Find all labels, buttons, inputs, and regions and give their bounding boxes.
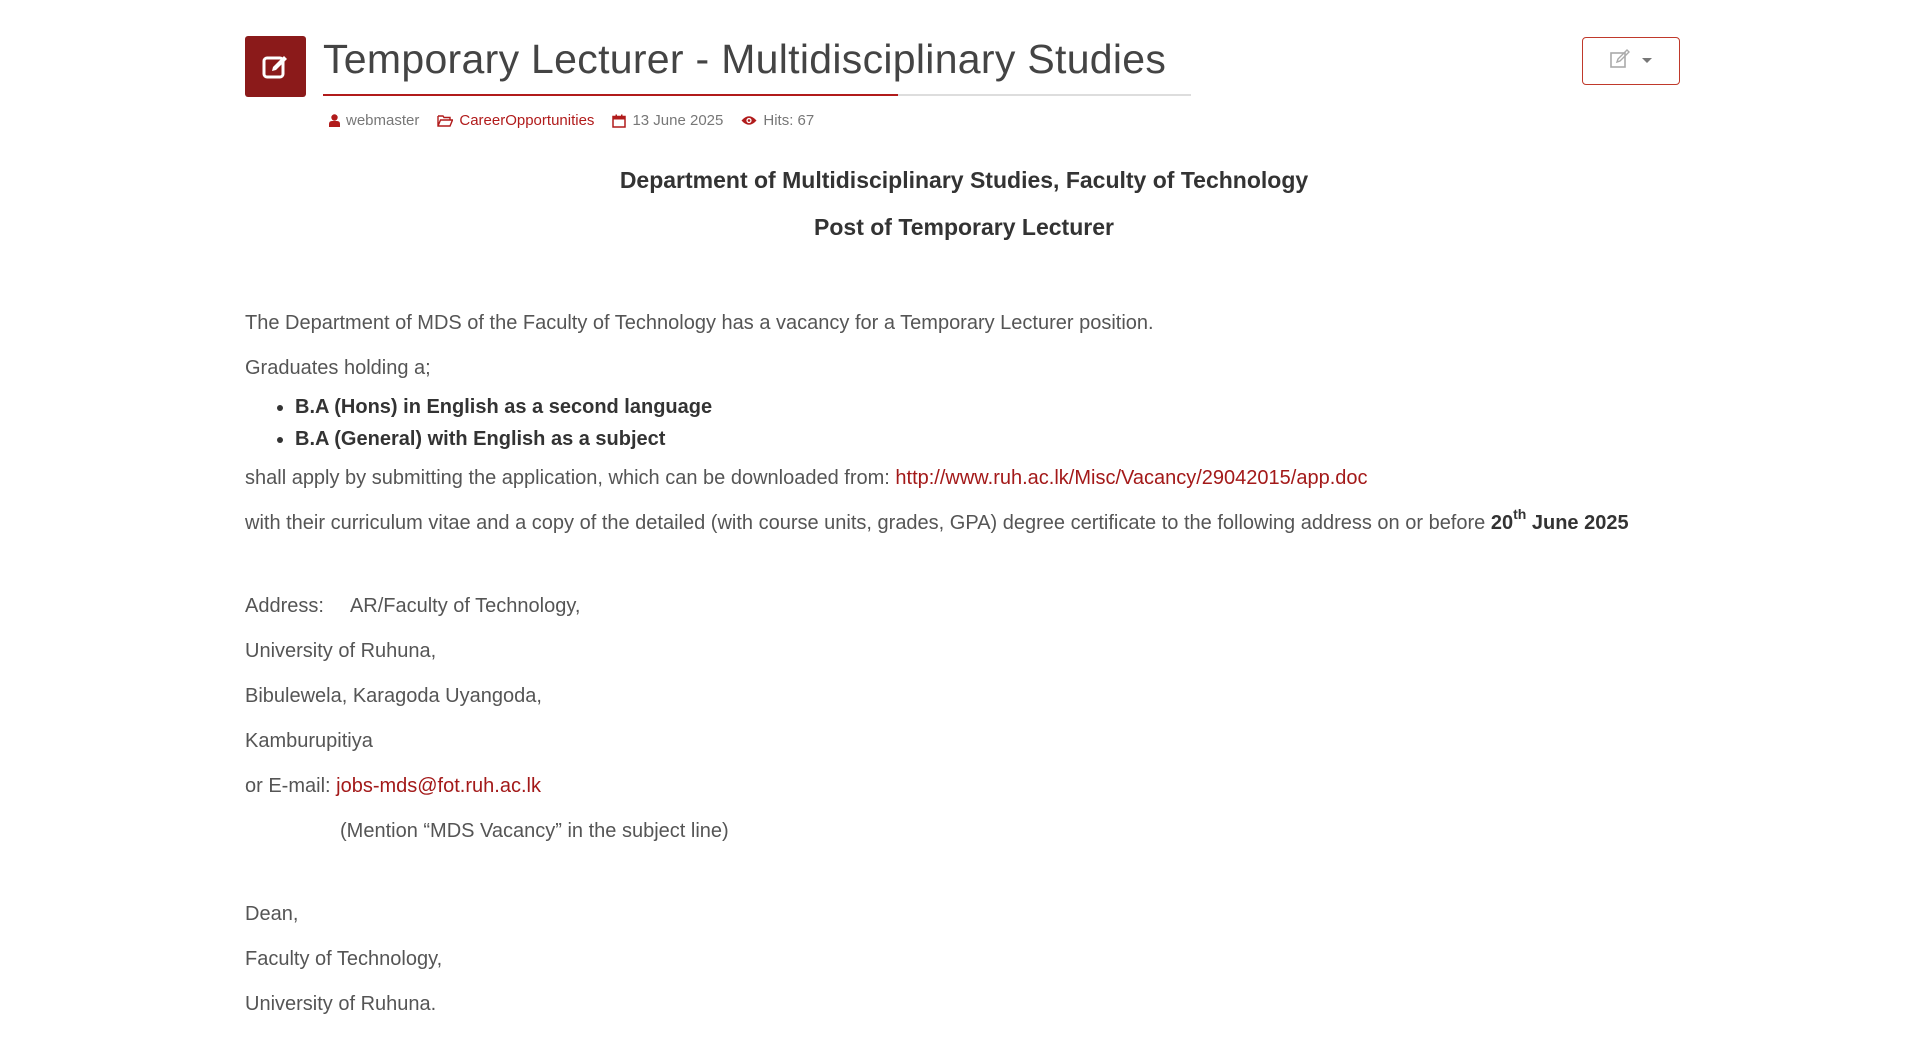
deadline-suffix: th (1513, 506, 1527, 523)
address-line-2: University of Ruhuna, (245, 640, 437, 662)
address-line-4: Kamburupitiya (245, 730, 373, 752)
meta-author (329, 112, 419, 129)
department-heading: Department of Multidisciplinary Studies, Faculty of Technology (619, 167, 1309, 193)
cv-paragraph (245, 506, 1683, 537)
category-link[interactable]: CareerOpportunities (459, 112, 595, 129)
apply-text: shall apply by submitting the application, which can be downloaded from: (245, 467, 896, 489)
author-name: webmaster (346, 112, 420, 129)
degree-list (245, 391, 1683, 455)
title-area (323, 36, 1191, 96)
edit-icon (1609, 48, 1631, 75)
page-title: Temporary Lecturer - Multidisciplinary Studies (323, 36, 1167, 82)
signature-line-1: Dean, (245, 903, 299, 925)
calendar-icon (612, 114, 626, 128)
deadline (1490, 506, 1629, 534)
hits-count: Hits: 67 (763, 112, 815, 129)
meta-date (612, 112, 723, 129)
address-line (245, 592, 1683, 620)
meta-category[interactable] (437, 112, 594, 129)
email-paragraph (245, 772, 1683, 800)
post-heading: Post of Temporary Lecturer (814, 214, 1114, 240)
deadline-day: 20 (1490, 512, 1514, 534)
apply-paragraph (245, 464, 1683, 492)
publish-date: 13 June 2025 (632, 112, 724, 129)
deadline-rest: June 2025 (1526, 512, 1629, 534)
title-divider (323, 94, 1191, 96)
title-divider-accent (323, 94, 898, 96)
article-body (245, 166, 1683, 1018)
article-meta (329, 112, 832, 129)
email-note: (Mention “MDS Vacancy” in the subject line) (340, 820, 729, 842)
meta-hits (741, 112, 814, 129)
email-link[interactable]: jobs-mds@fot.ruh.ac.lk (336, 775, 541, 797)
folder-open-icon (437, 114, 453, 127)
address-line-1: AR/Faculty of Technology, (349, 595, 581, 617)
signature-line-2: Faculty of Technology, (245, 948, 443, 970)
edit-square-icon (245, 36, 306, 97)
intro-paragraph: The Department of MDS of the Faculty of Technology has a vacancy for a Temporary Lecturer position. (245, 312, 1154, 334)
email-prefix: or E-mail: (245, 775, 337, 797)
cv-text: with their curriculum vitae and a copy of the detailed (with course units, grades, GPA) degree certificate to the following address on or before (245, 512, 1491, 534)
eye-icon (741, 115, 757, 126)
graduates-paragraph: Graduates holding a; (245, 357, 431, 379)
address-label: Address: (245, 595, 324, 617)
application-download-link[interactable]: http://www.ruh.ac.lk/Misc/Vacancy/29042015/app.doc (895, 467, 1368, 489)
article-tools-button[interactable] (1582, 37, 1680, 85)
user-icon (329, 114, 340, 127)
caret-down-icon (1641, 52, 1653, 70)
address-line-3: Bibulewela, Karagoda Uyangoda, (245, 685, 542, 707)
list-item: • B.A (General) with English as a subject (295, 423, 1683, 455)
list-item: • B.A (Hons) in English as a second language (295, 391, 1683, 423)
signature-line-3: University of Ruhuna. (245, 993, 437, 1015)
